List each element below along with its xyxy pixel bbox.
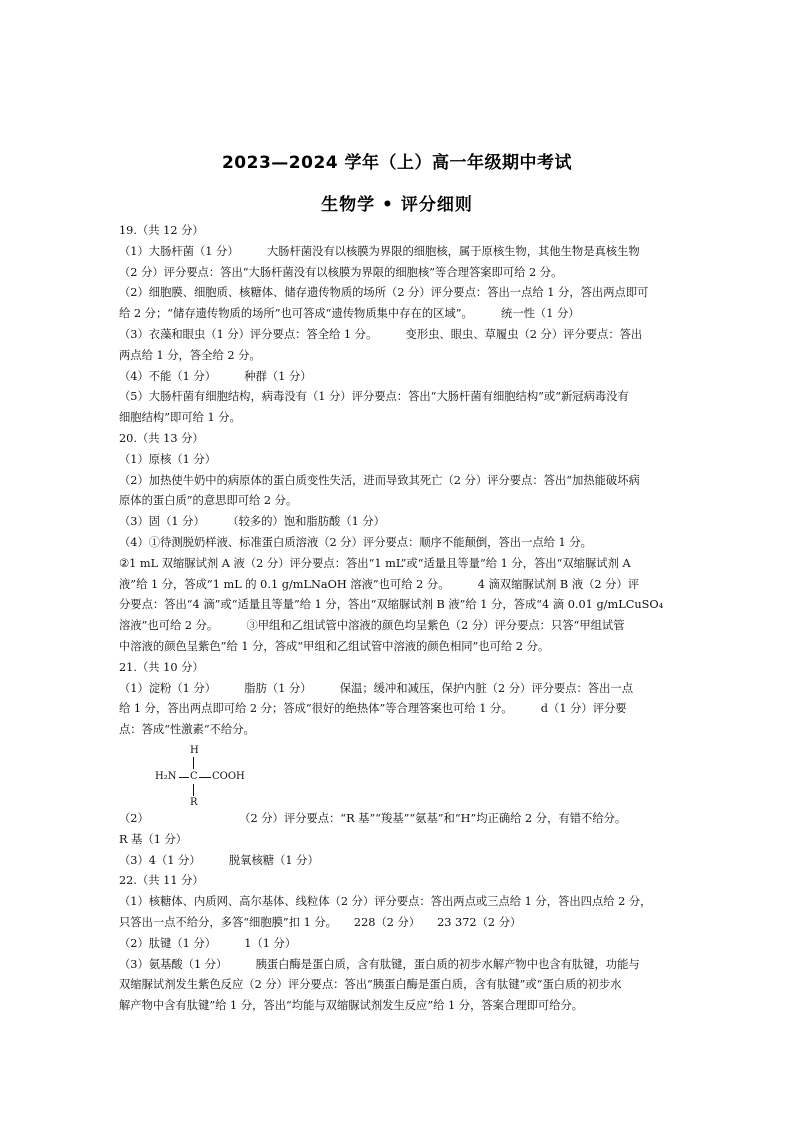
text-line: （3）4（1 分） 脱氧核糖（1 分）: [119, 853, 319, 867]
text-line: 液”给 1 分，答成“1 mL 的 0.1 g/mLNaOH 溶液”也可给 2 分。 4 滴双缩脲试剂 B 液（2 分）评: [119, 577, 640, 591]
document-body: [119, 221, 675, 1017]
text-line: 分要点：答出“4 滴”或“适量且等量”给 1 分，答出“双缩脲试剂 B 液”给 1 分，答成“4 滴 0.01 g/mLCuSO₄: [119, 598, 664, 612]
formula-r-group: R: [190, 797, 198, 808]
text-line: 22.（共 11 分）: [119, 874, 204, 888]
text-line: 只答出一点不给分，多答“细胞膜”扣 1 分。 228（2 分） 23 372（2 分）: [119, 915, 522, 929]
text-line: 双缩脲试剂发生紫色反应（2 分）评分要点：答出“胰蛋白酶是蛋白质，含有肽键”或“蛋白质的初步水: [119, 978, 622, 992]
text-line: （3）氨基酸（1 分） 胰蛋白酶是蛋白质，含有肽键，蛋白质的初步水解产物中也含有肽键，功能与: [119, 957, 640, 971]
text-line: 给 1 分，答出两点即可给 2 分；答成“很好的绝热体”等合理答案也可给 1 分。 d（1 分）评分要: [119, 702, 627, 716]
text-line: （1）淀粉（1 分） 脂肪（1 分） 保温；缓冲和减压，保护内脏（2 分）评分要点：答出一点: [119, 681, 633, 695]
document-title: 2023—2024 学年（上）高一年级期中考试: [221, 153, 573, 173]
text-line: 20.（共 13 分）: [119, 431, 204, 445]
text-line: （2 分）评分要点：答出“大肠杆菌没有以核膜为界限的细胞核”等合理答案即可给 2 分。: [119, 265, 563, 279]
text-line: （1）核糖体、内质网、高尔基体、线粒体（2 分）评分要点：答出两点或三点给 1 分，答出四点给 2 分，: [119, 895, 652, 909]
text-line: 细胞结构”即可给 1 分。: [119, 411, 241, 425]
text-line: 原体的蛋白质”的意思即可给 2 分。: [119, 494, 298, 508]
text-line: （2）细胞膜、细胞质、核糖体、储存遗传物质的场所（2 分）评分要点：答出一点给 1 分，答出两点即可: [119, 286, 649, 300]
text-line: 点：答成“性激素”不给分。: [119, 723, 255, 737]
text-line: （5）大肠杆菌有细胞结构，病毒没有（1 分）评分要点：答出“大肠杆菌有细胞结构”或“新冠病毒没有: [119, 390, 629, 404]
amino-acid-structural-formula: [155, 744, 255, 812]
formula-carbon: C: [190, 771, 198, 782]
text-line: （1）大肠杆菌（1 分） 大肠杆菌没有以核膜为界限的细胞核，属于原核生物，其他生物是真核生物: [119, 244, 640, 258]
bond-left: [179, 777, 189, 778]
formula-carboxyl-group: COOH: [212, 771, 245, 782]
text-line: （2） （2 分）评分要点：“R 基”“羧基”“氨基”和“H”均正确给 2 分，有错不给分。: [119, 811, 627, 825]
document-subtitle: 生物学 • 评分细则: [321, 195, 473, 215]
bond-right: [199, 777, 211, 778]
text-line: 中溶液的颜色呈紫色”给 1 分，答成“甲组和乙组试管中溶液的颜色相同”也可给 2 分。: [119, 639, 550, 653]
bond-top: [193, 757, 194, 769]
text-line: ②1 mL 双缩脲试剂 A 液（2 分）评分要点：答出“1 mL”或“适量且等量”给 1 分，答出“双缩脲试剂 A: [119, 556, 631, 570]
text-line: 解产物中含有肽键”给 1 分，答出“均能与双缩脲试剂发生反应”给 1 分，答案合理即可给分。: [119, 999, 584, 1013]
text-line: R 基（1 分）: [119, 832, 188, 846]
text-line: 21.（共 10 分）: [119, 660, 204, 674]
text-line: （4）①待测脱奶样液、标准蛋白质溶液（2 分）评分要点：顺序不能颠倒，答出一点给 1 分。: [119, 535, 592, 549]
text-line: 19.（共 12 分）: [119, 224, 204, 237]
text-line: （4）不能（1 分） 种群（1 分）: [119, 369, 312, 383]
bond-bottom: [193, 784, 194, 796]
text-line: 给 2 分；“储存遗传物质的场所”也可答成“遗传物质集中存在的区域”。 统一性（1 分）: [119, 307, 580, 321]
text-line: （1）原核（1 分）: [119, 452, 217, 466]
text-line: （3）衣藻和眼虫（1 分）评分要点：答全给 1 分。 变形虫、眼虫、草履虫（2 分）评分要点：答出: [119, 327, 643, 341]
text-line: （3）固（1 分） （较多的）饱和脂肪酸（1 分）: [119, 515, 385, 529]
text-line: 溶液”也可给 2 分。 ③甲组和乙组试管中溶液的颜色均呈紫色（2 分）评分要点：只答“甲组试管: [119, 619, 625, 633]
formula-h-top: H: [190, 745, 199, 756]
text-line: （2）肽键（1 分） 1（1 分）: [119, 936, 297, 950]
text-line: （2）加热使牛奶中的病原体的蛋白质变性失活，进而导致其死亡（2 分）评分要点：答出“加热能破坏病: [119, 473, 640, 487]
formula-amino-group: H₂N: [155, 771, 177, 782]
text-line: 两点给 1 分，答全给 2 分。: [119, 348, 261, 362]
